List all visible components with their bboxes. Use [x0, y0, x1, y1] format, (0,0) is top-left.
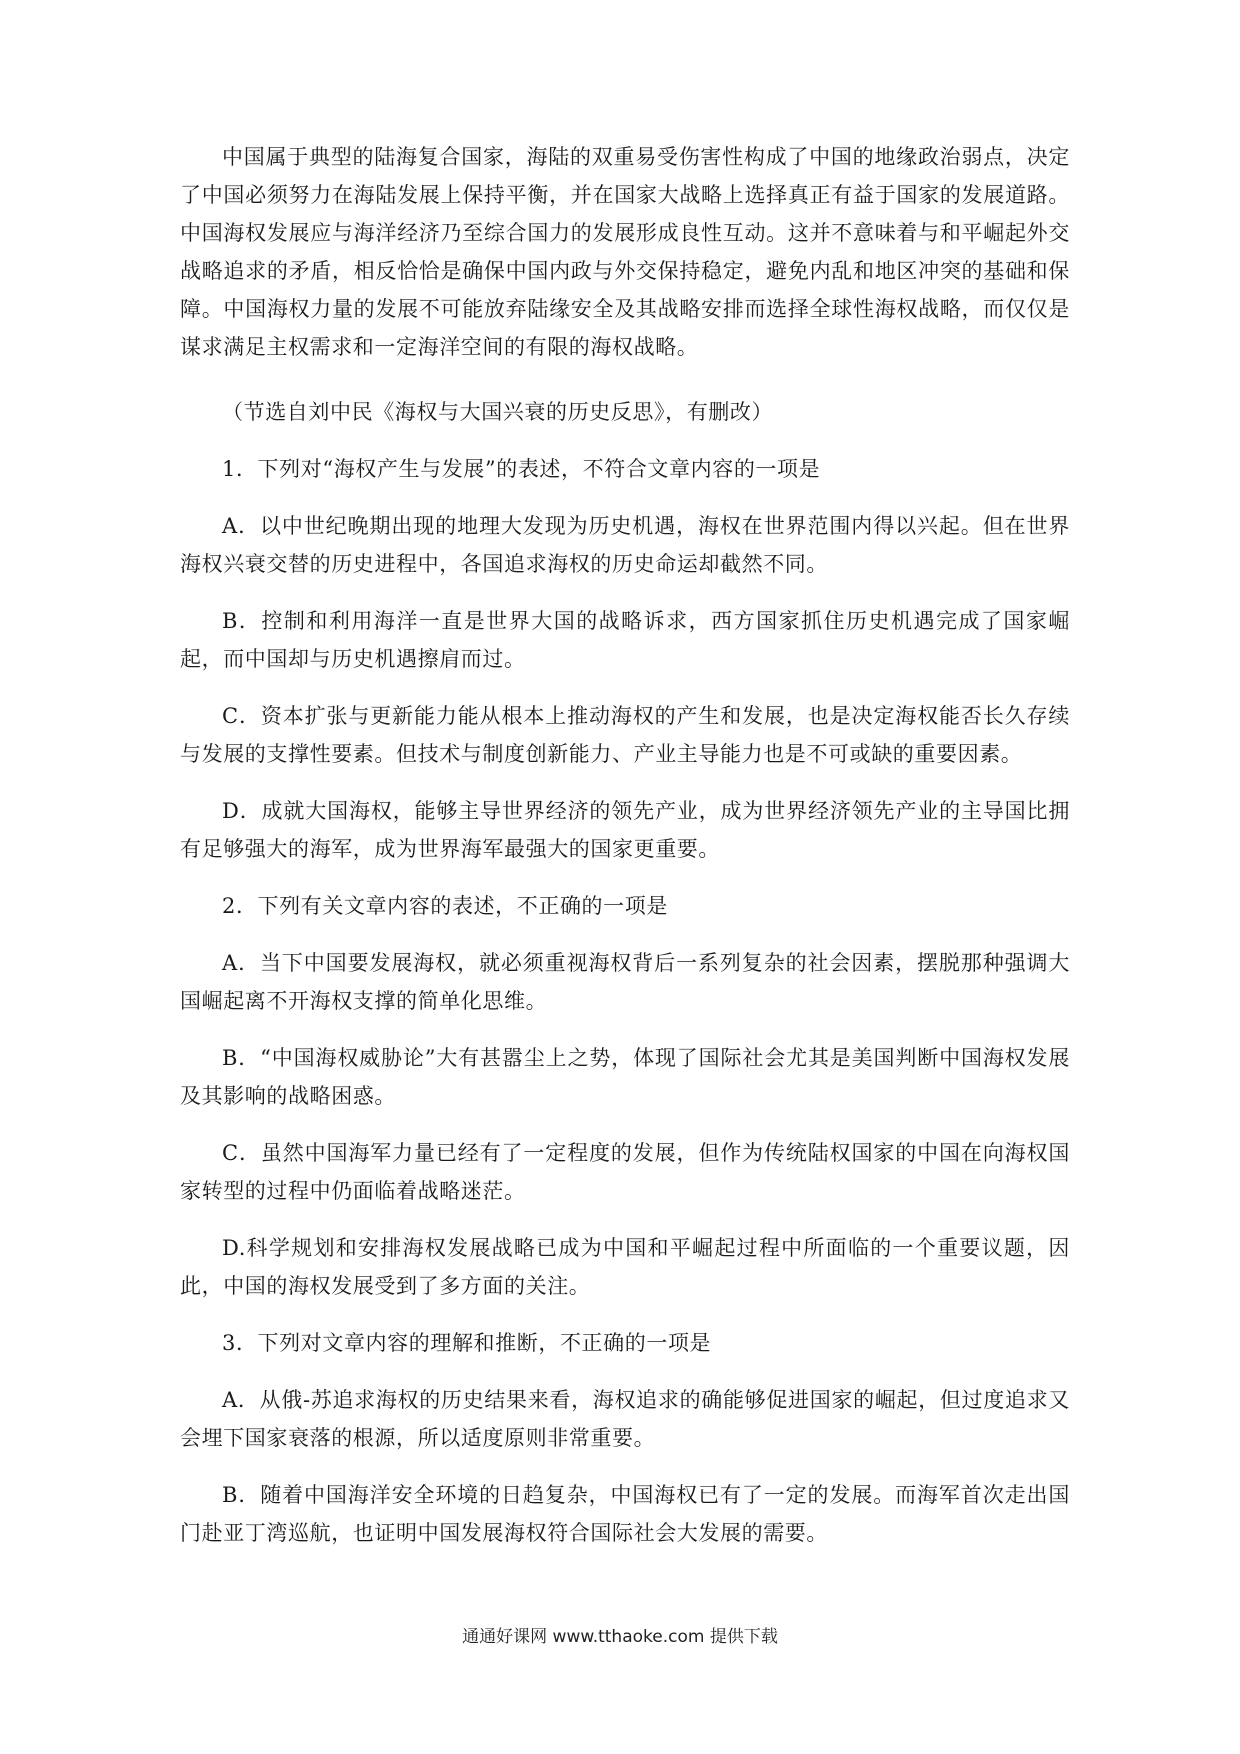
- question-2-option-d: D.科学规划和安排海权发展战略已成为中国和平崛起过程中所面临的一个重要议题，因此，中国的海权发展受到了多方面的关注。: [180, 1236, 1070, 1298]
- question-1-option-d: D．成就大国海权，能够主导世界经济的领先产业，成为世界经济领先产业的主导国比拥有足够强大的海军，成为世界海军最强大的国家更重要。: [180, 799, 1070, 861]
- question-1-option-c: C．资本扩张与更新能力能从根本上推动海权的产生和发展，也是决定海权能否长久存续与发展的支撑性要素。但技术与制度创新能力、产业主导能力也是不可或缺的重要因素。: [180, 704, 1070, 766]
- page-footer: 通通好课网 www.tthaoke.com 提供下载: [462, 1627, 778, 1647]
- question-1-stem: 1．下列对“海权产生与发展”的表述，不符合文章内容的一项是: [222, 457, 821, 481]
- question-2-option-a: A．当下中国要发展海权，就必须重视海权背后一系列复杂的社会因素，摆脱那种强调大国崛起离不开海权支撑的简单化思维。: [180, 951, 1070, 1013]
- question-2-stem: 2．下列有关文章内容的表述，不正确的一项是: [222, 894, 668, 918]
- question-3-stem: 3．下列对文章内容的理解和推断，不正确的一项是: [222, 1331, 712, 1355]
- intro-paragraph: 中国属于典型的陆海复合国家，海陆的双重易受伤害性构成了中国的地缘政治弱点，决定了中国必须努力在海陆发展上保持平衡，并在国家大战略上选择真正有益于国家的发展道路。中国海权发展应与海洋经济乃至综合国力的发展形成良性互动。这并不意味着与和平崛起外交战略追求的矛盾，相反恰恰是确保中国内政与外交保持稳定，避免内乱和地区冲突的基础和保障。中国海权力量的发展不可能放弃陆缘安全及其战略安排而选择全球性海权战略，而仅仅是谋求满足主权需求和一定海洋空间的有限的海权战略。: [180, 145, 1070, 359]
- question-3-option-b: B．随着中国海洋安全环境的日趋复杂，中国海权已有了一定的发展。而海军首次走出国门赴亚丁湾巡航，也证明中国发展海权符合国际社会大发展的需要。: [180, 1483, 1070, 1545]
- document-body: [180, 138, 1070, 1552]
- question-1-option-a: A．以中世纪晚期出现的地理大发现为历史机遇，海权在世界范围内得以兴起。但在世界海权兴衰交替的历史进程中，各国追求海权的历史命运却截然不同。: [180, 514, 1070, 576]
- question-3-option-a: A．从俄-苏追求海权的历史结果来看，海权追求的确能够促进国家的崛起，但过度追求又会埋下国家衰落的根源，所以适度原则非常重要。: [180, 1388, 1070, 1450]
- source-note: （节选自刘中民《海权与大国兴衰的历史反思》，有删改）: [222, 400, 774, 424]
- question-2-option-c: C．虽然中国海军力量已经有了一定程度的发展，但作为传统陆权国家的中国在向海权国家转型的过程中仍面临着战略迷茫。: [180, 1141, 1070, 1203]
- question-2-option-b: B．“中国海权威胁论”大有甚嚣尘上之势，体现了国际社会尤其是美国判断中国海权发展及其影响的战略困惑。: [180, 1046, 1070, 1108]
- question-1-option-b: B．控制和利用海洋一直是世界大国的战略诉求，西方国家抓住历史机遇完成了国家崛起，而中国却与历史机遇擦肩而过。: [180, 609, 1070, 671]
